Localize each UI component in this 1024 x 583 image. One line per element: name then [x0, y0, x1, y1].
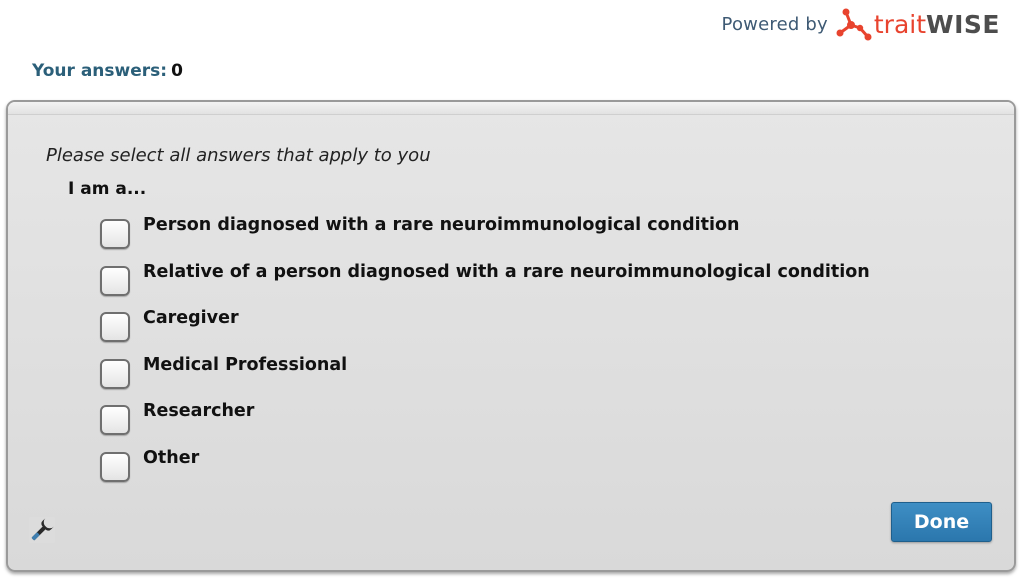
option-label[interactable]: Medical Professional	[143, 354, 348, 375]
traitwise-logo	[874, 10, 1000, 39]
question-panel	[6, 100, 1016, 572]
option-label[interactable]: Person diagnosed with a rare neuroimmunological condition	[143, 215, 740, 235]
option-diagnosed-person[interactable]	[100, 214, 870, 261]
done-button[interactable]: Done	[891, 502, 992, 542]
checkbox[interactable]	[100, 219, 130, 249]
option-caregiver[interactable]	[100, 307, 870, 354]
option-researcher[interactable]	[100, 400, 870, 447]
checkbox[interactable]	[100, 359, 130, 389]
answers-counter	[32, 61, 183, 81]
branding	[722, 6, 1000, 42]
logo-text-trait: trait	[873, 9, 927, 39]
option-label[interactable]: Researcher	[143, 401, 255, 421]
answers-count: 0	[171, 61, 183, 81]
option-label[interactable]: Relative of a person diagnosed with a rare neuroimmunological condition	[143, 261, 870, 282]
option-other[interactable]	[100, 447, 870, 494]
answers-label: Your answers:	[32, 61, 168, 81]
option-medical-professional[interactable]	[100, 354, 870, 401]
checkbox[interactable]	[100, 266, 130, 296]
question-text: I am a...	[68, 179, 147, 199]
logo-text-wise: WISE	[926, 9, 1000, 39]
answer-options	[100, 214, 870, 493]
powered-by-text: Powered by	[721, 13, 828, 35]
checkbox[interactable]	[100, 452, 130, 482]
checkbox[interactable]	[100, 405, 130, 435]
checkbox[interactable]	[100, 312, 130, 342]
option-relative[interactable]	[100, 261, 870, 308]
option-label[interactable]: Other	[143, 447, 200, 468]
panel-header-strip	[8, 102, 1014, 115]
instruction-text: Please select all answers that apply to you	[46, 145, 431, 166]
option-label[interactable]: Caregiver	[143, 308, 239, 328]
molecule-icon	[836, 6, 872, 42]
wrench-icon[interactable]	[28, 516, 56, 544]
